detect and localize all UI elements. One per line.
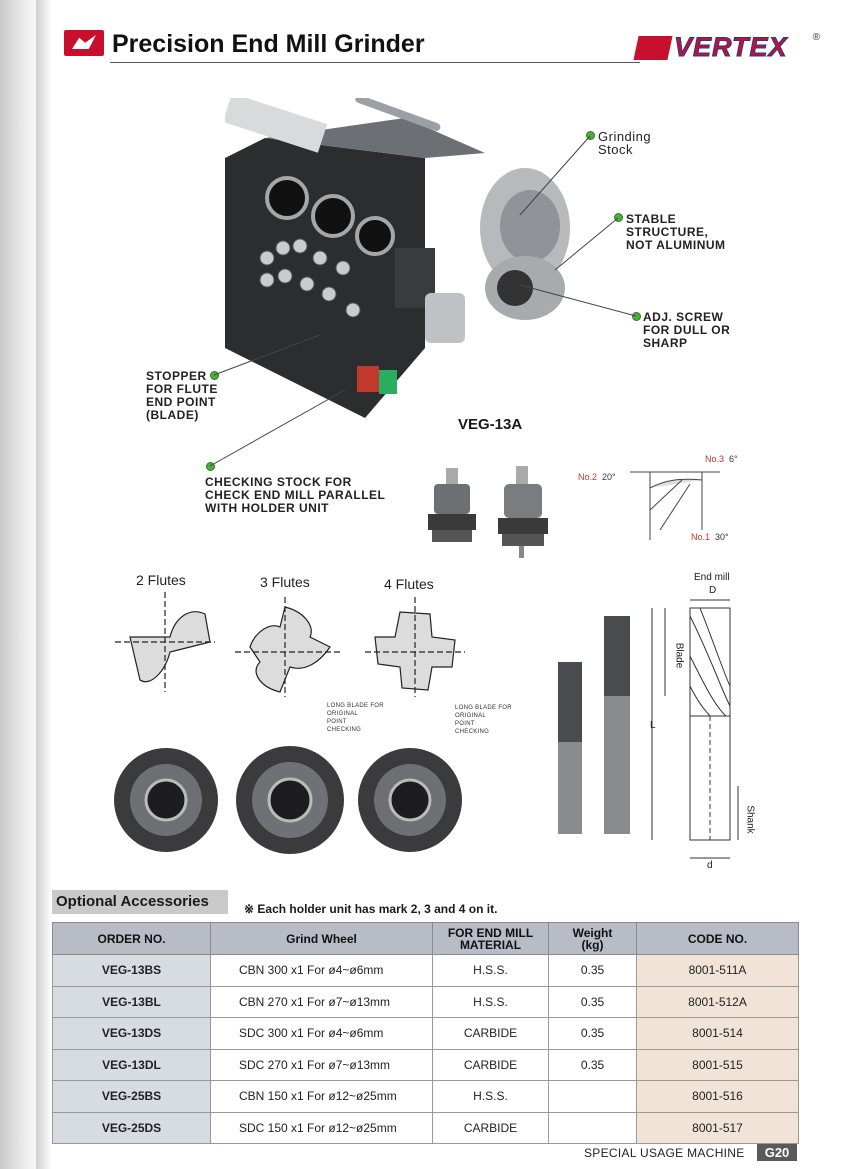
- flute-cross-sections: [110, 592, 490, 702]
- callout-grinding-stock: Grinding Stock: [598, 129, 652, 157]
- cell-material: CARBIDE: [433, 1018, 549, 1050]
- cell-material: H.S.S.: [433, 1081, 549, 1113]
- cell-code-no: 8001-516: [637, 1081, 799, 1113]
- grinding-wheels-image: [110, 744, 470, 856]
- angle-value-no1: 30°: [715, 532, 729, 542]
- flute-label-4: 4 Flutes: [384, 576, 434, 592]
- angle-label-no1: No.1: [691, 532, 711, 542]
- table-row: [53, 955, 799, 987]
- cell-weight: [549, 1081, 637, 1113]
- header-code-no: CODE NO.: [637, 923, 799, 955]
- model-label: VEG-13A: [458, 416, 523, 433]
- accessories-note: ※ Each holder unit has mark 2, 3 and 4 on it.: [244, 902, 498, 916]
- callout-adj-screw: ADJ. SCREW FOR DULL OR SHARP: [643, 310, 731, 350]
- cell-material: H.S.S.: [433, 955, 549, 987]
- holder-units-image: [420, 464, 560, 560]
- long-blade-note-2: LONG BLADE FOR ORIGINAL POINT CHECKING: [455, 705, 512, 735]
- table-header-row: [53, 923, 799, 955]
- cell-order-no: VEG-13DS: [53, 1018, 211, 1050]
- cell-order-no: VEG-13BS: [53, 955, 211, 987]
- cell-grind-wheel: CBN 300 x1 For ø4~ø6mm: [211, 955, 433, 987]
- cell-code-no: 8001-512A: [637, 986, 799, 1018]
- header-material: FOR END MILL MATERIAL: [433, 923, 549, 955]
- angle-label-no3: No.3: [705, 454, 725, 464]
- end-mills-image: [552, 612, 642, 838]
- endmill-label-D: D: [709, 585, 717, 596]
- cell-material: H.S.S.: [433, 986, 549, 1018]
- angle-value-no2: 20°: [602, 472, 616, 482]
- cell-weight: 0.35: [549, 1049, 637, 1081]
- endmill-label-d: d: [707, 860, 713, 871]
- table-row: [53, 1018, 799, 1050]
- brand-wordmark: VERTEX: [674, 32, 788, 62]
- endmill-title: End mill: [694, 572, 730, 583]
- accessories-table: [52, 922, 799, 1144]
- page-title: Precision End Mill Grinder: [112, 30, 425, 58]
- cell-code-no: 8001-514: [637, 1018, 799, 1050]
- cell-grind-wheel: CBN 150 x1 For ø12~ø25mm: [211, 1081, 433, 1113]
- endmill-label-L: L: [650, 720, 656, 731]
- cell-order-no: VEG-13DL: [53, 1049, 211, 1081]
- cell-order-no: VEG-13BL: [53, 986, 211, 1018]
- header-grind-wheel: Grind Wheel: [211, 923, 433, 955]
- header-order-no: ORDER NO.: [53, 923, 211, 955]
- cell-weight: 0.35: [549, 986, 637, 1018]
- angle-value-no3: 6°: [729, 454, 738, 464]
- cell-weight: 0.35: [549, 955, 637, 987]
- cell-code-no: 8001-515: [637, 1049, 799, 1081]
- cell-grind-wheel: SDC 270 x1 For ø7~ø13mm: [211, 1049, 433, 1081]
- cell-code-no: 8001-511A: [637, 955, 799, 987]
- registered-mark: ®: [812, 32, 820, 43]
- table-row: [53, 1112, 799, 1144]
- flute-label-2: 2 Flutes: [136, 572, 186, 588]
- angle-diagram: [570, 450, 750, 550]
- cell-order-no: VEG-25DS: [53, 1112, 211, 1144]
- table-row: [53, 986, 799, 1018]
- cell-grind-wheel: CBN 270 x1 For ø7~ø13mm: [211, 986, 433, 1018]
- flute-label-3: 3 Flutes: [260, 574, 310, 590]
- footer-section-name: SPECIAL USAGE MACHINE: [584, 1146, 745, 1160]
- cell-grind-wheel: SDC 150 x1 For ø12~ø25mm: [211, 1112, 433, 1144]
- callout-leader-lines: [0, 0, 850, 520]
- endmill-label-blade: Blade: [673, 642, 685, 669]
- cell-order-no: VEG-25BS: [53, 1081, 211, 1113]
- cell-code-no: 8001-517: [637, 1112, 799, 1144]
- callout-stopper: STOPPER FOR FLUTE END POINT (BLADE): [146, 369, 218, 422]
- table-row: [53, 1081, 799, 1113]
- cell-material: CARBIDE: [433, 1049, 549, 1081]
- cell-weight: [549, 1112, 637, 1144]
- endmill-label-shank: Shank: [744, 805, 756, 834]
- header-weight: Weight (kg): [549, 923, 637, 955]
- callout-checking-stock: CHECKING STOCK FOR CHECK END MILL PARALLEL WITH HOLDER UNIT: [205, 475, 386, 515]
- cell-grind-wheel: SDC 300 x1 For ø4~ø6mm: [211, 1018, 433, 1050]
- cell-material: CARBIDE: [433, 1112, 549, 1144]
- accessories-title: Optional Accessories: [52, 890, 228, 914]
- table-row: [53, 1049, 799, 1081]
- page-number: G20: [757, 1144, 797, 1161]
- cell-weight: 0.35: [549, 1018, 637, 1050]
- endmill-dimension-drawing: [640, 596, 750, 872]
- callout-stable-structure: STABLE STRUCTURE, NOT ALUMINUM: [626, 212, 726, 252]
- long-blade-note-1: LONG BLADE FOR ORIGINAL POINT CHECKING: [327, 703, 384, 733]
- angle-label-no2: No.2: [578, 472, 598, 482]
